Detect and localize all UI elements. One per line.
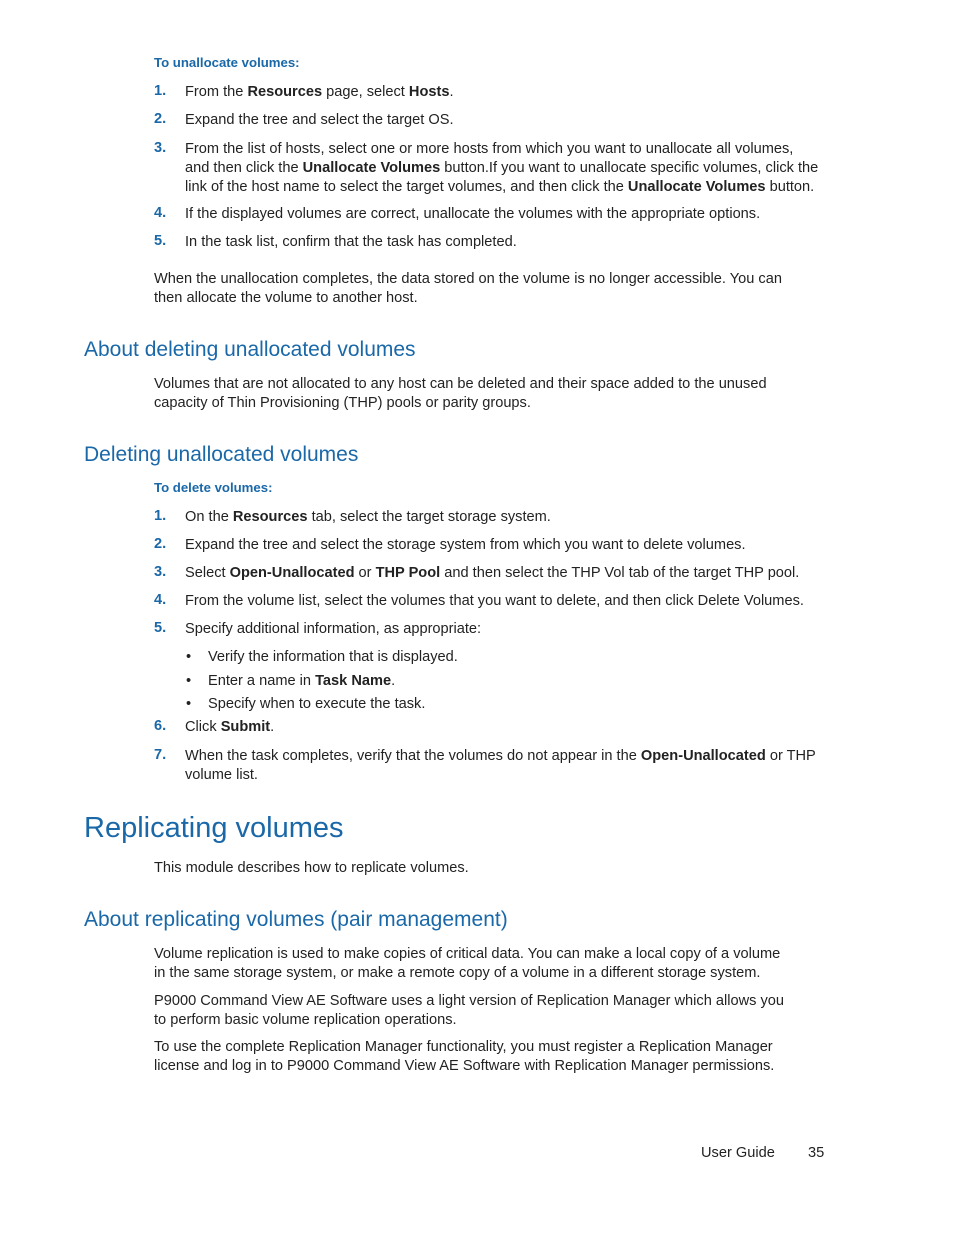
paragraph: When the unallocation completes, the data stored on the volume is no longer accessible. You can then allocate the volume to another host.: [154, 271, 782, 306]
paragraph: Volume replication is used to make copies of critical data. You can make a local copy of a volume in the same storage system, or make a remote copy of a volume in a different storage system.: [154, 946, 781, 981]
step-text: Expand the tree and select the storage system from which you want to delete volumes.: [185, 537, 746, 553]
step-text: In the task list, confirm that the task has completed.: [185, 234, 517, 250]
paragraph: Volumes that are not allocated to any host can be deleted and their space added to the unused capacity of Thin Provisioning (THP) pools or parity groups.: [154, 376, 767, 411]
section-heading: Deleting unallocated volumes: [84, 443, 359, 466]
step-number: 3.: [154, 140, 167, 156]
paragraph: To use the complete Replication Manager functionality, you must register a Replication Manager license and log in to P9000 Command View AE Software with Replication Manager permissions.: [154, 1039, 775, 1074]
bullet-text: Enter a name in Task Name.: [208, 673, 396, 689]
section-heading: About deleting unallocated volumes: [84, 338, 416, 361]
step-text: From the Resources page, select Hosts.: [185, 84, 454, 100]
step-number: 5.: [154, 620, 167, 636]
step-number: 2.: [154, 111, 167, 127]
page-heading: Replicating volumes: [84, 812, 344, 844]
step-text: Select Open-Unallocated or THP Pool and then select the THP Vol tab of the target THP pool.: [185, 565, 800, 581]
paragraph: This module describes how to replicate volumes.: [154, 860, 469, 876]
step-number: 4.: [154, 592, 167, 608]
step-number: 4.: [154, 205, 167, 221]
page-number: 35: [808, 1145, 825, 1161]
step-text: When the task completes, verify that the volumes do not appear in the Open-Unallocated or THP volume list.: [185, 748, 816, 783]
step-text: Expand the tree and select the target OS.: [185, 112, 454, 128]
step-text: Click Submit.: [185, 719, 275, 735]
step-number: 3.: [154, 564, 167, 580]
step-text: Specify additional information, as appropriate:: [185, 621, 482, 637]
bullet-text: Verify the information that is displayed.: [208, 649, 458, 665]
step-number: 6.: [154, 718, 167, 734]
step-number: 7.: [154, 747, 167, 763]
step-text: On the Resources tab, select the target storage system.: [185, 509, 551, 525]
bullet-marker: •: [186, 649, 192, 665]
step-text: From the list of hosts, select one or more hosts from which you want to unallocate all volumes, and then click the Unallocate Volumes button.If you want to unallocate specific volumes, click the link of the host name to select the target volumes, and then click the Unallocate Volumes button.: [185, 141, 819, 195]
bullet-text: Specify when to execute the task.: [208, 696, 426, 712]
step-text: If the displayed volumes are correct, unallocate the volumes with the appropriate options.: [185, 206, 761, 222]
step-number: 5.: [154, 233, 167, 249]
bullet-marker: •: [186, 673, 192, 689]
bullet-marker: •: [186, 696, 192, 712]
step-number: 2.: [154, 536, 167, 552]
section-heading: About replicating volumes (pair management): [84, 908, 508, 931]
step-text: From the volume list, select the volumes that you want to delete, and then click Delete Volumes.: [185, 593, 804, 609]
step-number: 1.: [154, 83, 167, 99]
procedure-title-unallocate: To unallocate volumes:: [154, 55, 300, 70]
footer-label: User Guide: [701, 1145, 775, 1161]
procedure-title-delete: To delete volumes:: [154, 480, 273, 495]
paragraph: P9000 Command View AE Software uses a light version of Replication Manager which allows you to perform basic volume replication operations.: [154, 993, 785, 1028]
step-number: 1.: [154, 508, 167, 524]
